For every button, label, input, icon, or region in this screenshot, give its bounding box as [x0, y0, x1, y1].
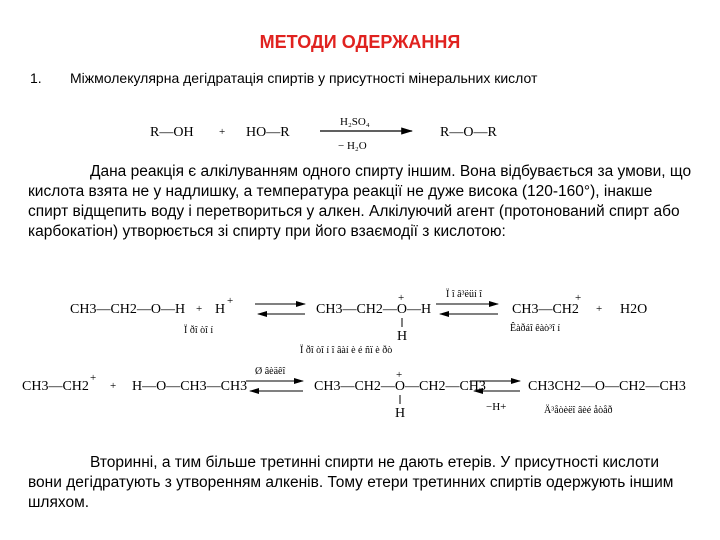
- point-number: 1.: [30, 70, 42, 86]
- charge-plus: +: [398, 292, 405, 304]
- scheme2-intermediate-label: Ï ðî òî í î âàí è é ñï è ðò: [300, 345, 393, 356]
- scheme3-product-label: Ä³åòèëî âèé åòåð: [544, 405, 613, 416]
- scheme3-minus-h: −H+: [486, 401, 507, 413]
- reaction1-product: R—O—R: [440, 125, 497, 140]
- reaction1-reactant2: HO—R: [246, 125, 290, 140]
- scheme3-product: CH3CH2—O—CH2—CH3: [528, 379, 686, 394]
- scheme2-proton: H: [215, 302, 226, 317]
- paragraph-1: [28, 162, 696, 242]
- reaction1-byproduct: − H₂O: [338, 140, 367, 152]
- scheme3-over-arrow: Ø âèäêî: [255, 366, 286, 377]
- paragraph-2: [28, 453, 696, 513]
- scheme3-oxonium: CH3—CH2—O—CH2—CH3: [314, 379, 486, 394]
- scheme2-proton-label: Ï ðî òî í: [184, 325, 214, 336]
- reaction1-reactant1: R—OH: [150, 125, 194, 140]
- scheme2-cation-label: Êàðáî êàò³î í: [510, 323, 561, 334]
- scheme2-intermediate-h: H: [397, 329, 408, 344]
- charge-plus: +: [90, 372, 97, 384]
- paragraph-1-text: Дана реакція є алкілуванням одного спирту іншим. Вона відбувається за умови, що кислота взята не у надлишку, а температура реакції не дуже висока (120-160°), інакше спирт відщепить воду і перетвориться у алкен. Алкілуючий агент (протонований спирт або карбокатіон) утворюється зі спирту при його взаємодії з кислотою:: [28, 163, 692, 240]
- scheme3-oxonium-h: H: [395, 406, 406, 421]
- scheme2-plus1: +: [196, 303, 203, 315]
- page-title: МЕТОДИ ОДЕРЖАННЯ: [259, 32, 461, 52]
- scheme2-cation: CH3—CH2: [512, 302, 579, 317]
- scheme3-plus: +: [110, 380, 117, 392]
- charge-plus: +: [396, 369, 403, 381]
- reaction-2: [70, 288, 647, 356]
- reaction1-catalyst: H₂SO₄: [340, 116, 370, 128]
- scheme3-cation: CH3—CH2: [22, 379, 89, 394]
- scheme2-water: H2O: [620, 302, 648, 317]
- point-text: Міжмолекулярна дегідратація спиртів у присутності мінеральних кислот: [70, 70, 538, 86]
- scheme3-alcohol: H—O—CH3—CH3: [132, 379, 248, 394]
- reaction-1: [150, 116, 497, 152]
- scheme2-reactant: CH3—CH2—O—H: [70, 302, 186, 317]
- scheme2-over-arrow: Ï î â³ëüí î: [446, 289, 483, 300]
- charge-plus: +: [575, 292, 582, 304]
- scheme2-plus2: +: [596, 303, 603, 315]
- paragraph-2-text: Вторинні, а тим більше третинні спирти не дають етерів. У присутності кислоти вони дегідратують з утворенням алкенів. Тому етери третинних спиртів одержують іншим шляхом.: [28, 454, 674, 511]
- reaction-3: [22, 366, 686, 421]
- charge-plus: +: [227, 295, 234, 307]
- reaction1-plus: +: [219, 126, 226, 138]
- scheme2-intermediate: CH3—CH2—O—H: [316, 302, 432, 317]
